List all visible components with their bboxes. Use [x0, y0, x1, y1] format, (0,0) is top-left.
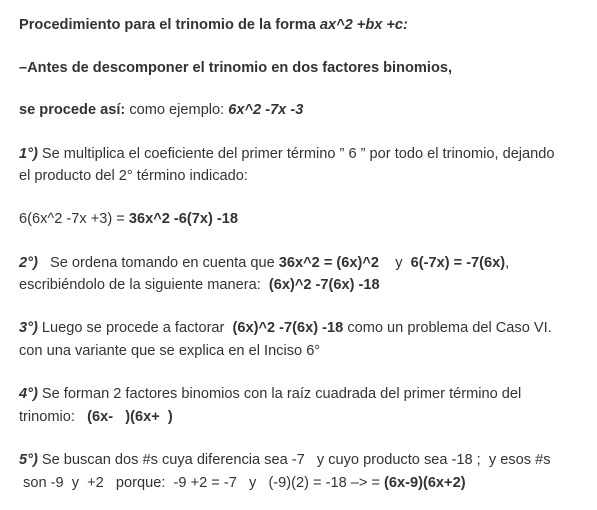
intro-line-1	[19, 59, 452, 77]
step-3-bold-a: (6x)^2 -7(6x) -18	[232, 320, 344, 336]
step-2-number: 2°)	[19, 255, 38, 271]
step-3-number: 3°)	[19, 320, 38, 336]
step-5-line-2-bold: (6x-9)(6x+2)	[384, 475, 466, 491]
title-formula: ax^2 +bx +c:	[319, 17, 408, 33]
step-3-line-1	[19, 319, 552, 337]
step-5-text: Se buscan dos #s cuya diferencia sea -7 y cuyo producto sea -18 ; y esos #s	[37, 452, 551, 468]
intro-line-2-bold: se procede así:	[19, 102, 126, 118]
step-4-line-2	[19, 408, 173, 426]
step-1-line-1	[19, 145, 555, 163]
step-4-line-2-bold: (6x- )(6x+ )	[87, 409, 173, 425]
equation-1-text: 6(6x^2 -7x +3) =	[19, 211, 129, 227]
step-4-text: Se forman 2 factores binomios con la raíz cuadrada del primer término del	[37, 386, 522, 402]
equation-1-result: 36x^2 -6(7x) -18	[128, 211, 238, 227]
document-title	[19, 16, 408, 34]
step-1-number: 1°)	[19, 146, 38, 162]
step-1-text: Se multiplica el coeficiente del primer término ” 6 ” por todo el trinomio, dejando	[37, 146, 555, 162]
step-2-bold-b: 6(-7x) = -7(6x)	[410, 255, 506, 271]
step-2-line-2-text: escribiéndolo de la siguiente manera:	[19, 277, 269, 293]
title-text: Procedimiento para el trinomio de la forma	[19, 17, 320, 33]
step-3-text-a: Luego se procede a factorar	[37, 320, 233, 336]
step-3-line-2-text: con una variante que se explica en el Inciso 6°	[19, 343, 321, 359]
step-2-bold-a: 36x^2 = (6x)^2	[278, 255, 380, 271]
example-trinomial: 6x^2 -7x -3	[228, 102, 304, 118]
step-4-number: 4°)	[19, 386, 38, 402]
step-2-line-2	[19, 276, 380, 294]
step-2-text-a: Se ordena tomando en cuenta que	[37, 255, 279, 271]
step-5-line-1	[19, 451, 551, 469]
intro-line-2	[19, 101, 303, 119]
step-5-number: 5°)	[19, 452, 38, 468]
step-1-text-2: el producto del 2° término indicado:	[19, 168, 248, 184]
step-4-line-2-text: trinomio:	[19, 409, 88, 425]
step-2-line-2-bold: (6x)^2 -7(6x) -18	[268, 277, 380, 293]
step-2-line-1	[19, 254, 509, 272]
step-1-line-2	[19, 167, 248, 185]
step-4-line-1	[19, 385, 521, 403]
step-3-line-2	[19, 342, 320, 360]
intro-line-1-text: –Antes de descomponer el trinomio en dos factores binomios,	[19, 60, 453, 76]
step-3-text-b: como un problema del Caso VI.	[343, 320, 552, 336]
step-2-text-c: ,	[505, 255, 510, 271]
step-5-line-2	[19, 474, 466, 492]
equation-1	[19, 210, 238, 228]
step-2-text-b: y	[379, 255, 411, 271]
intro-line-2-text: como ejemplo:	[125, 102, 229, 118]
step-5-line-2-text: son -9 y +2 porque: -9 +2 = -7 y (-9)(2) = -18 –> =	[19, 475, 385, 491]
